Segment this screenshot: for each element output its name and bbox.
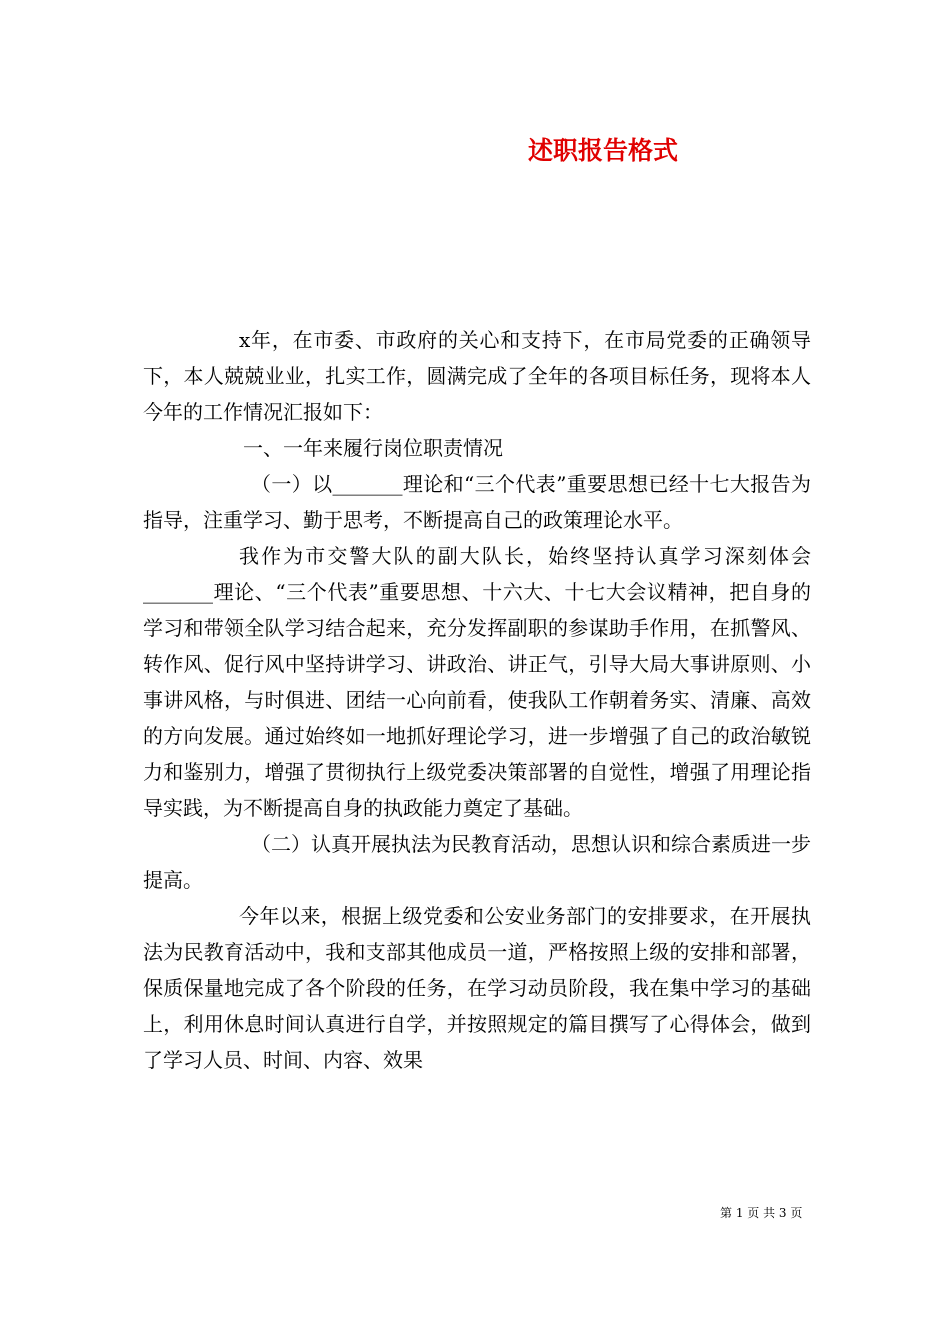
document-body xyxy=(143,322,811,1078)
subsection-heading-2: （二）认真开展执法为民教育活动，思想认识和综合素质进一步提高。 xyxy=(143,832,811,892)
paragraph-campaign: 今年以来，根据上级党委和公安业务部门的安排要求，在开展执法为民教育活动中，我和支部其他成员一道，严格按照上级的安排和部署，保质保量地完成了各个阶段的任务，在学习动员阶段，我在集中学习的基础上，利用休息时间认真进行自学，并按照规定的篇目撰写了心得体会，做到了学习人员、时间、内容、效果 xyxy=(143,904,811,1072)
section-heading-1: 一、一年来履行岗位职责情况 xyxy=(243,436,503,460)
page-footer: 第 1 页 共 3 页 xyxy=(720,1206,803,1220)
subsection-heading-1: （一）以_______理论和“三个代表”重要思想已经十七大报告为指导，注重学习、勤于思考，不断提高自己的政策理论水平。 xyxy=(143,472,811,532)
paragraph-study: 我作为市交警大队的副大队长，始终坚持认真学习深刻体会_______理论、“三个代表”重要思想、十六大、十七大会议精神，把自身的学习和带领全队学习结合起来，充分发挥副职的参谋助手作用，在抓警风、转作风、促行风中坚持讲学习、讲政治、讲正气，引导大局大事讲原则、小事讲风格，与时俱进、团结一心向前看，使我队工作朝着务实、清廉、高效的方向发展。通过始终如一地抓好理论学习，进一步增强了自己的政治敏锐力和鉴别力，增强了贯彻执行上级党委决策部署的自觉性，增强了用理论指导实践，为不断提高自身的执政能力奠定了基础。 xyxy=(143,544,811,820)
document-title: 述职报告格式 xyxy=(528,136,679,165)
paragraph-intro: x年，在市委、市政府的关心和支持下，在市局党委的正确领导下，本人兢兢业业，扎实工作，圆满完成了全年的各项目标任务，现将本人今年的工作情况汇报如下： xyxy=(143,328,811,424)
